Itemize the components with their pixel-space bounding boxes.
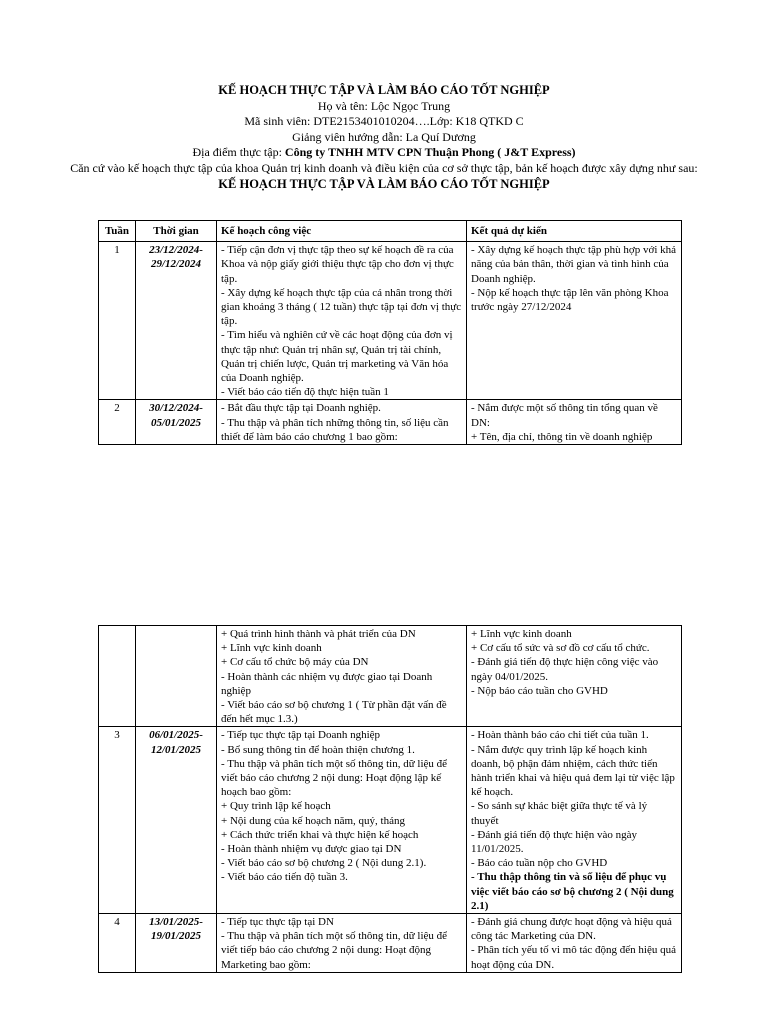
result-cell	[467, 914, 682, 973]
plan-item: - Thu thập và phân tích những thông tin, số liệu cần thiết để làm báo cáo chương 1 bao gồm:	[221, 416, 449, 443]
header-week: Tuần	[99, 221, 136, 242]
location-prefix: Địa điểm thực tập:	[192, 145, 285, 160]
internship-location	[0, 145, 768, 161]
plan-item: - Hoàn thành các nhiệm vụ được giao tại Doanh nghiệp	[221, 670, 433, 697]
plan-title: KẾ HOẠCH THỰC TẬP VÀ LÀM BÁO CÁO TỐT NGHIỆP	[218, 176, 550, 191]
plan-item: + Quá trình hình thành và phát triển của DN	[221, 628, 416, 640]
student-name: Họ và tên: Lộc Ngọc Trung	[317, 98, 451, 113]
week-cell: 4	[99, 914, 136, 973]
plan-table-body-1	[99, 242, 682, 445]
table-row	[99, 242, 682, 400]
result-item: + Lĩnh vực kinh doanh	[471, 628, 572, 640]
time-end: 05/01/2025	[150, 416, 202, 429]
plan-item: - Tiếp cận đơn vị thực tập theo sự kế hoạch đề ra của Khoa và nộp giấy giới thiệu thực tập cho đơn vị thực tập.	[221, 244, 454, 285]
result-item: + Tên, địa chỉ, thông tin về doanh nghiệp	[471, 430, 653, 443]
header-plan: Kế hoạch công việc	[217, 221, 467, 242]
table-header-row	[99, 221, 682, 242]
result-item: - Đánh giá tiến độ thực hiện công việc vào ngày 04/01/2025.	[471, 656, 659, 683]
plan-item: - Thu thập và phân tích một số thông tin, dữ liệu để viết tiếp báo cáo chương 2 nội dung: Hoạt động Marketing bao gồm:	[221, 930, 448, 971]
result-item: - Xây dựng kế hoạch thực tập phù hợp với khả năng của bản thân, thời gian và tình hình của Doanh nghiệp.	[471, 244, 677, 285]
time-cell	[136, 914, 217, 973]
table-row	[99, 914, 682, 973]
plan-item: - Tiếp tục thực tập tại DN	[221, 916, 334, 929]
result-item: - Nộp báo cáo tuần cho GVHD	[471, 684, 608, 697]
plan-table-page-1	[98, 220, 682, 445]
plan-table-page-2	[98, 625, 682, 973]
plan-item: + Cách thức triển khai và thực hiện kế hoạch	[221, 828, 419, 841]
week-cell: 3	[99, 727, 136, 914]
week-cell	[99, 626, 136, 727]
result-cell	[467, 400, 682, 445]
result-item: - Báo cáo tuần nộp cho GVHD	[471, 857, 608, 870]
plan-cell	[217, 400, 467, 445]
document-title: KẾ HOẠCH THỰC TẬP VÀ LÀM BÁO CÁO TỐT NGHIỆP	[218, 83, 550, 97]
result-cell	[467, 626, 682, 727]
result-item: - So sánh sự khác biệt giữa thực tế và lý thuyết	[471, 800, 648, 827]
plan-item: - Hoàn thành nhiệm vụ được giao tại DN	[221, 843, 402, 856]
plan-item: - Viết báo cáo tiến độ tuần 3.	[221, 871, 348, 884]
time-start: 23/12/2024-	[149, 244, 203, 257]
plan-cell	[217, 914, 467, 973]
table-row	[99, 727, 682, 914]
result-item: + Cơ cấu tổ sức và sơ đồ cơ cấu tổ chức.	[471, 642, 650, 655]
time-cell	[136, 242, 217, 400]
time-end: 29/12/2024	[150, 258, 202, 271]
plan-item: + Cơ cấu tổ chức bộ máy của DN	[221, 656, 369, 669]
header-time: Thời gian	[136, 221, 217, 242]
result-item: - Nắm được quy trình lập kế hoạch kinh doanh, bộ phận đảm nhiệm, cách thức tiến hành triển khai và hiệu quả đem lại từ việc lập kế hoạch.	[471, 743, 675, 799]
result-item: - Nộp kế hoạch thực tập lên văn phòng Khoa trước ngày 27/12/2024	[471, 286, 669, 314]
time-end: 12/01/2025	[150, 743, 202, 756]
plan-cell	[217, 727, 467, 914]
time-cell	[136, 727, 217, 914]
time-start: 13/01/2025-	[149, 916, 203, 929]
location-company: Công ty TNHH MTV CPN Thuận Phong ( J&T Express)	[284, 145, 576, 160]
time-cell	[136, 400, 217, 445]
result-item: - Phân tích yếu tố vi mô tác động đến hiệu quả hoạt động của DN.	[471, 944, 676, 971]
time-start: 06/01/2025-	[149, 729, 203, 742]
plan-item: - Tiếp tục thực tập tại Doanh nghiệp	[221, 729, 381, 742]
result-item: - Đánh giá tiến độ thực hiện vào ngày 11/01/2025.	[471, 828, 638, 856]
plan-item: + Nội dung của kế hoạch năm, quý, tháng	[221, 814, 405, 827]
result-item: - Đánh giá chung được hoạt động và hiệu quả công tác Marketing của DN.	[471, 916, 672, 943]
basis-statement: Căn cứ vào kế hoạch thực tập của khoa Quản trị kinh doanh và điều kiện của cơ sở thực tập, bản kế hoạch được xây dựng như sau:	[70, 160, 698, 175]
plan-table-body-2	[99, 626, 682, 973]
time-cell	[136, 626, 217, 727]
result-item: - Hoàn thành báo cáo chi tiết của tuần 1.	[471, 729, 649, 742]
time-start: 30/12/2024-	[149, 402, 203, 415]
document-header	[0, 83, 768, 192]
plan-item: - Xây dựng kế hoạch thực tập của cá nhân trong thời gian khoảng 3 tháng ( 12 tuần) thực tập tại đơn vị thực tập.	[221, 286, 462, 328]
result-item: - Thu thập thông tin và số liệu để phục vụ việc viết báo cáo sơ bộ chương 2 ( Nội dung 2.1)	[471, 871, 674, 912]
plan-item: - Viết báo cáo sơ bộ chương 2 ( Nội dung 2.1).	[221, 857, 427, 870]
result-cell	[467, 727, 682, 914]
plan-item: + Lĩnh vực kinh doanh	[221, 642, 322, 655]
student-id: Mã sinh viên: DTE2153401010204….Lớp: K18 QTKD C	[244, 114, 524, 129]
week-cell: 1	[99, 242, 136, 400]
advisor-name: Giảng viên hướng dẫn: La Quí Dương	[292, 129, 476, 144]
plan-cell	[217, 626, 467, 727]
result-cell	[467, 242, 682, 400]
result-item: - Nắm được một số thông tin tổng quan về DN:	[471, 402, 658, 429]
plan-cell	[217, 242, 467, 400]
plan-item: - Viết báo cáo sơ bộ chương 1 ( Từ phần đặt vấn đề đến hết mục 1.3.)	[221, 699, 447, 726]
plan-item: - Bắt đầu thực tập tại Doanh nghiệp.	[221, 402, 381, 415]
time-end: 19/01/2025	[150, 930, 202, 943]
plan-item: - Viết báo cáo tiến độ thực hiện tuần 1	[221, 386, 389, 399]
plan-item: - Tìm hiểu và nghiên cứ về các hoạt động của đơn vị thực tập như: Quản trị nhân sự, Quản trị tài chính, Quản trị chiến lược, Quản trị marketing và Văn hóa của Doanh nghiệp.	[221, 329, 453, 385]
plan-item: - Thu thập và phân tích một số thông tin, dữ liệu để viết báo cáo chương 2 nội dung: Hoạt động lập kế hoạch bao gồm:	[221, 757, 448, 799]
plan-item: - Bổ sung thông tin để hoàn thiện chương 1.	[221, 743, 415, 756]
plan-item: + Quy trình lập kế hoạch	[221, 800, 331, 813]
week-cell: 2	[99, 400, 136, 445]
table-row	[99, 626, 682, 727]
header-result: Kết quả dự kiến	[467, 221, 682, 242]
table-row	[99, 400, 682, 445]
